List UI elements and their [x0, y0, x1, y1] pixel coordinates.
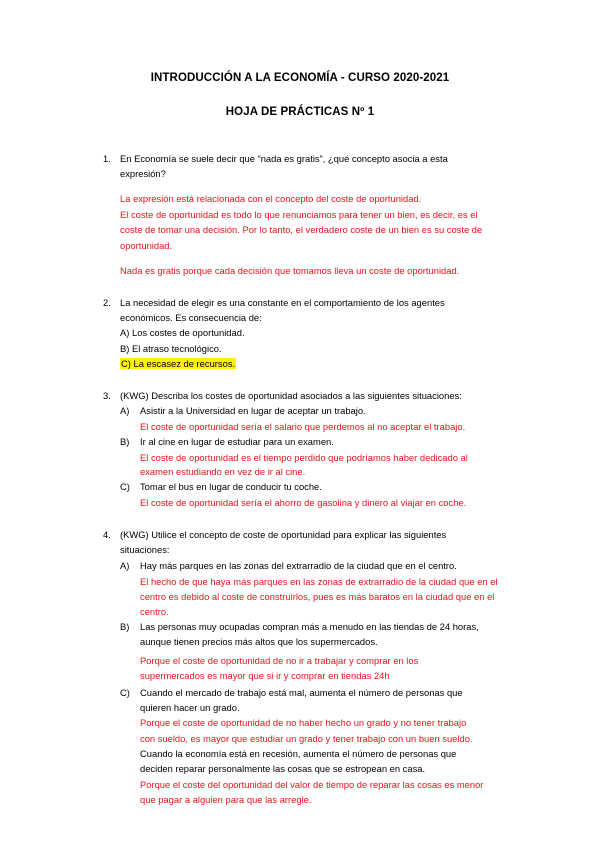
answer-line: centro.: [140, 606, 169, 617]
item-letter: A): [120, 405, 130, 416]
question-1-text: En Economía se suele decir que “nada es gratis”, ¿qué concepto asocia a esta: [120, 153, 448, 164]
answer-line: El coste de oportunidad es todo lo que renunciamos para tener un bien, es decir, es el: [120, 209, 478, 220]
answer-line: Porque el coste de oportunidad de no haber hecho un grado y no tener trabajo: [140, 717, 467, 728]
highlight-mark: C) La escasez de recursos.: [121, 358, 236, 369]
item-text: Las personas muy ocupadas compran más a menudo en las tiendas de 24 horas,: [140, 621, 479, 632]
answer-line: Porque el coste de oportunidad de no ir a trabajar y comprar en los: [140, 655, 419, 666]
answer-line: oportunidad.: [120, 240, 173, 251]
question-4-text: situaciones:: [120, 544, 170, 555]
option-c-highlighted: [120, 358, 236, 370]
answer-line: centro es debido al coste de construirlos, pues es más baratos en la ciudad que en el: [140, 591, 495, 602]
question-4-number: 4.: [103, 529, 111, 540]
answer-line: supermercados es mayor que si ir y comprar en tiendas 24h: [140, 670, 390, 681]
answer-line: con sueldo, es mayor que estudiar un grado y tener trabajo con un buen sueldo.: [140, 733, 473, 744]
question-2-text: La necesidad de elegir es una constante en el comportamiento de los agentes: [120, 297, 445, 308]
item-letter: A): [120, 560, 130, 571]
question-1-number: 1.: [103, 153, 111, 164]
item-text: Ir al cine en lugar de estudiar para un examen.: [140, 436, 334, 447]
item-letter: C): [120, 687, 130, 698]
item-letter: B): [120, 436, 130, 447]
question-3-text: (KWG) Describa los costes de oportunidad asociados a las siguientes situaciones:: [120, 390, 462, 401]
item-text: Cuando el mercado de trabajo está mal, aumenta el número de personas que: [140, 687, 463, 698]
answer-line: El coste de oportunidad sería el salario que perdemos al no aceptar el trabajo.: [140, 421, 466, 432]
item-text: quieren hacer un grado.: [140, 702, 240, 713]
item-text: Asistir a la Universidad en lugar de aceptar un trabajo.: [140, 405, 366, 416]
item-text: Cuando la economía está en recesión, aumenta el número de personas que: [140, 748, 457, 759]
question-3-number: 3.: [103, 390, 111, 401]
item-letter: B): [120, 621, 130, 632]
item-text: Tomar el bus en lugar de conducir tu coche.: [140, 481, 322, 492]
answer-line: Nada es gratis porque cada decisión que tomamos lleva un coste de oportunidad.: [120, 265, 460, 276]
question-1-text: expresión?: [120, 168, 166, 179]
answer-line: El coste de oportunidad es el tiempo perdido que podríamos haber dedicado al: [140, 452, 468, 463]
question-4-text: (KWG) Utilice el concepto de coste de oportunidad para explicar las siguientes: [120, 529, 447, 540]
option-a: A) Los costes de oportunidad.: [120, 327, 245, 338]
item-text: aunque tienen precios más altos que los supermercados.: [140, 636, 378, 647]
answer-line: El coste de oportunidad sería el ahorro de gasolina y dinero al viajar en coche.: [140, 497, 467, 508]
answer-line: coste de tomar una decisión. Por lo tanto, el verdadero coste de un bien es su coste de: [120, 224, 483, 235]
answer-line: El hecho de que haya más parques en las zonas de extrarradio de la ciudad que en el: [140, 576, 498, 587]
document-title: INTRODUCCIÓN A LA ECONOMÍA - CURSO 2020-2021: [150, 72, 450, 84]
question-2-number: 2.: [103, 297, 111, 308]
document-subtitle: HOJA DE PRÁCTICAS Nº 1: [225, 106, 375, 118]
item-letter: C): [120, 481, 130, 492]
option-b: B) El atraso tecnológico.: [120, 343, 222, 354]
answer-line: que pagar a alguien para que las arregle.: [140, 794, 312, 805]
question-2-text: económicos. Es consecuencia de:: [120, 312, 262, 323]
item-text: deciden reparar personalmente las cosas que se estropean en casa.: [140, 763, 426, 774]
answer-line: Porque el coste del oportunidad del valor de tiempo de reparar las cosas es menor: [140, 779, 484, 790]
answer-line: examen estudiando en vez de ir al cine.: [140, 466, 306, 477]
answer-line: La expresión está relacionada con el concepto del coste de oportunidad.: [120, 193, 422, 204]
item-text: Hay más parques en las zonas del extrarradio de la ciudad que en el centro.: [140, 560, 457, 571]
